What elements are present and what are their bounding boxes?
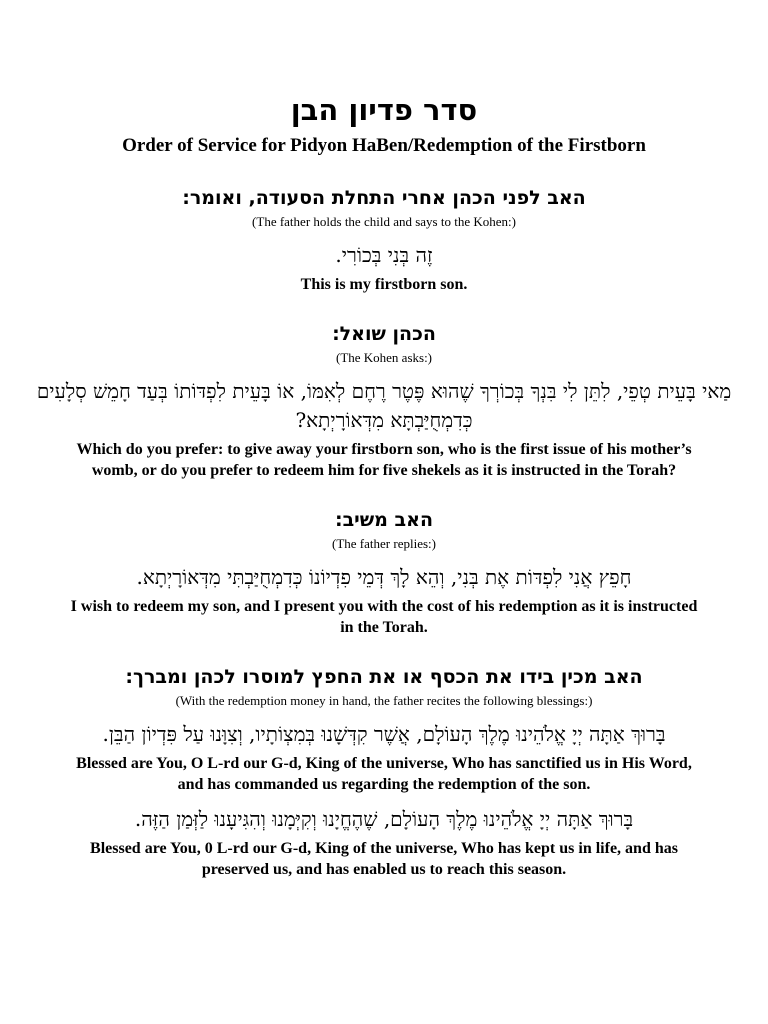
section-kohen-asks xyxy=(36,321,732,481)
english-title: Order of Service for Pidyon HaBen/Redemption of the Firstborn xyxy=(122,135,646,156)
english-translation: I wish to redeem my son, and I present you with the cost of his redemption as it is instructed in the Torah. xyxy=(70,598,698,636)
hebrew-title: סדר פדיון הבן xyxy=(290,93,478,127)
hebrew-prayer: בָּרוּךְ אַתָּה יְיָ אֱלֹהֵינוּ מֶלֶךְ הָעוֹלָם, שֶׁהֶחֱיָנוּ וְקִיְּמָנוּ וְהִגִּיעָנוּ לַזְּמַן הַזֶּה. xyxy=(134,807,634,831)
hebrew-prayer: בָּרוּךְ אַתָּה יְיָ אֱלֹהֵינוּ מֶלֶךְ הָעוֹלָם, אֲשֶׁר קִדְּשָׁנוּ בְּמִצְוֹתָיו, וְצִוָּנוּ עַל פִּדְיוֹן הַבֵּן. xyxy=(102,722,666,746)
hebrew-prayer: חָפֵץ אֲנִי לִפְדּוֹת אֶת בְּנִי, וְהֵא לָךְ דְּמֵי פִדְיוֹנוֹ כְּדִמְחֻיַּבְתִּי מִדְּאוֹרָיְתָא. xyxy=(136,565,632,589)
english-note: (The father replies:) xyxy=(332,536,436,551)
hebrew-instruction: האב לפני הכהן אחרי התחלת הסעודה, ואומר: xyxy=(182,187,586,209)
hebrew-instruction: הכהן שואל: xyxy=(332,323,436,345)
english-translation: Blessed are You, O L-rd our G-d, King of the universe, Who has sanctified us in His Word, and has commanded us regarding the redemption of the son. xyxy=(76,755,692,793)
section-redemption-blessing xyxy=(70,664,698,795)
hebrew-instruction: האב מכין בידו את הכסף או את החפץ למוסרו לכהן ומברך: xyxy=(125,666,643,688)
english-note: (The father holds the child and says to the Kohen:) xyxy=(252,214,516,229)
section-father-replies xyxy=(70,507,698,638)
hebrew-prayer: מַאי בָּעֵית טְפֵי, לִתֵּן לִי בִּנְךָ בְּכוֹרְךָ שֶׁהוּא פֶּטֶר רֶחֶם לְאִמּוֹ, אוֹ בָּעֵית לִפְדּוֹתוֹ בְּעַד חָמֵשׁ סְלָעִים כְּדִמְחֻיַּבְתָּא מִדְּאוֹרָיְתָא? xyxy=(36,379,732,432)
english-note: (With the redemption money in hand, the father recites the following blessings:) xyxy=(175,693,593,708)
hebrew-prayer: זֶה בְּנִי בְּכוֹרִי. xyxy=(335,243,433,267)
hebrew-instruction: האב משיב: xyxy=(334,509,434,531)
english-translation: Which do you prefer: to give away your firstborn son, who is the first issue of his mother’s womb, or do you prefer to redeem him for five shekels as it is instructed in the Torah? xyxy=(76,441,692,479)
section-shehecheyanu-blessing xyxy=(70,805,698,880)
english-translation: This is my firstborn son. xyxy=(300,276,468,293)
english-note: (The Kohen asks:) xyxy=(335,350,433,365)
english-translation: Blessed are You, 0 L-rd our G-d, King of the universe, Who has kept us in life, and has preserved us, and has enabled us to reach this season. xyxy=(90,840,678,878)
section-father-presents xyxy=(70,185,698,295)
